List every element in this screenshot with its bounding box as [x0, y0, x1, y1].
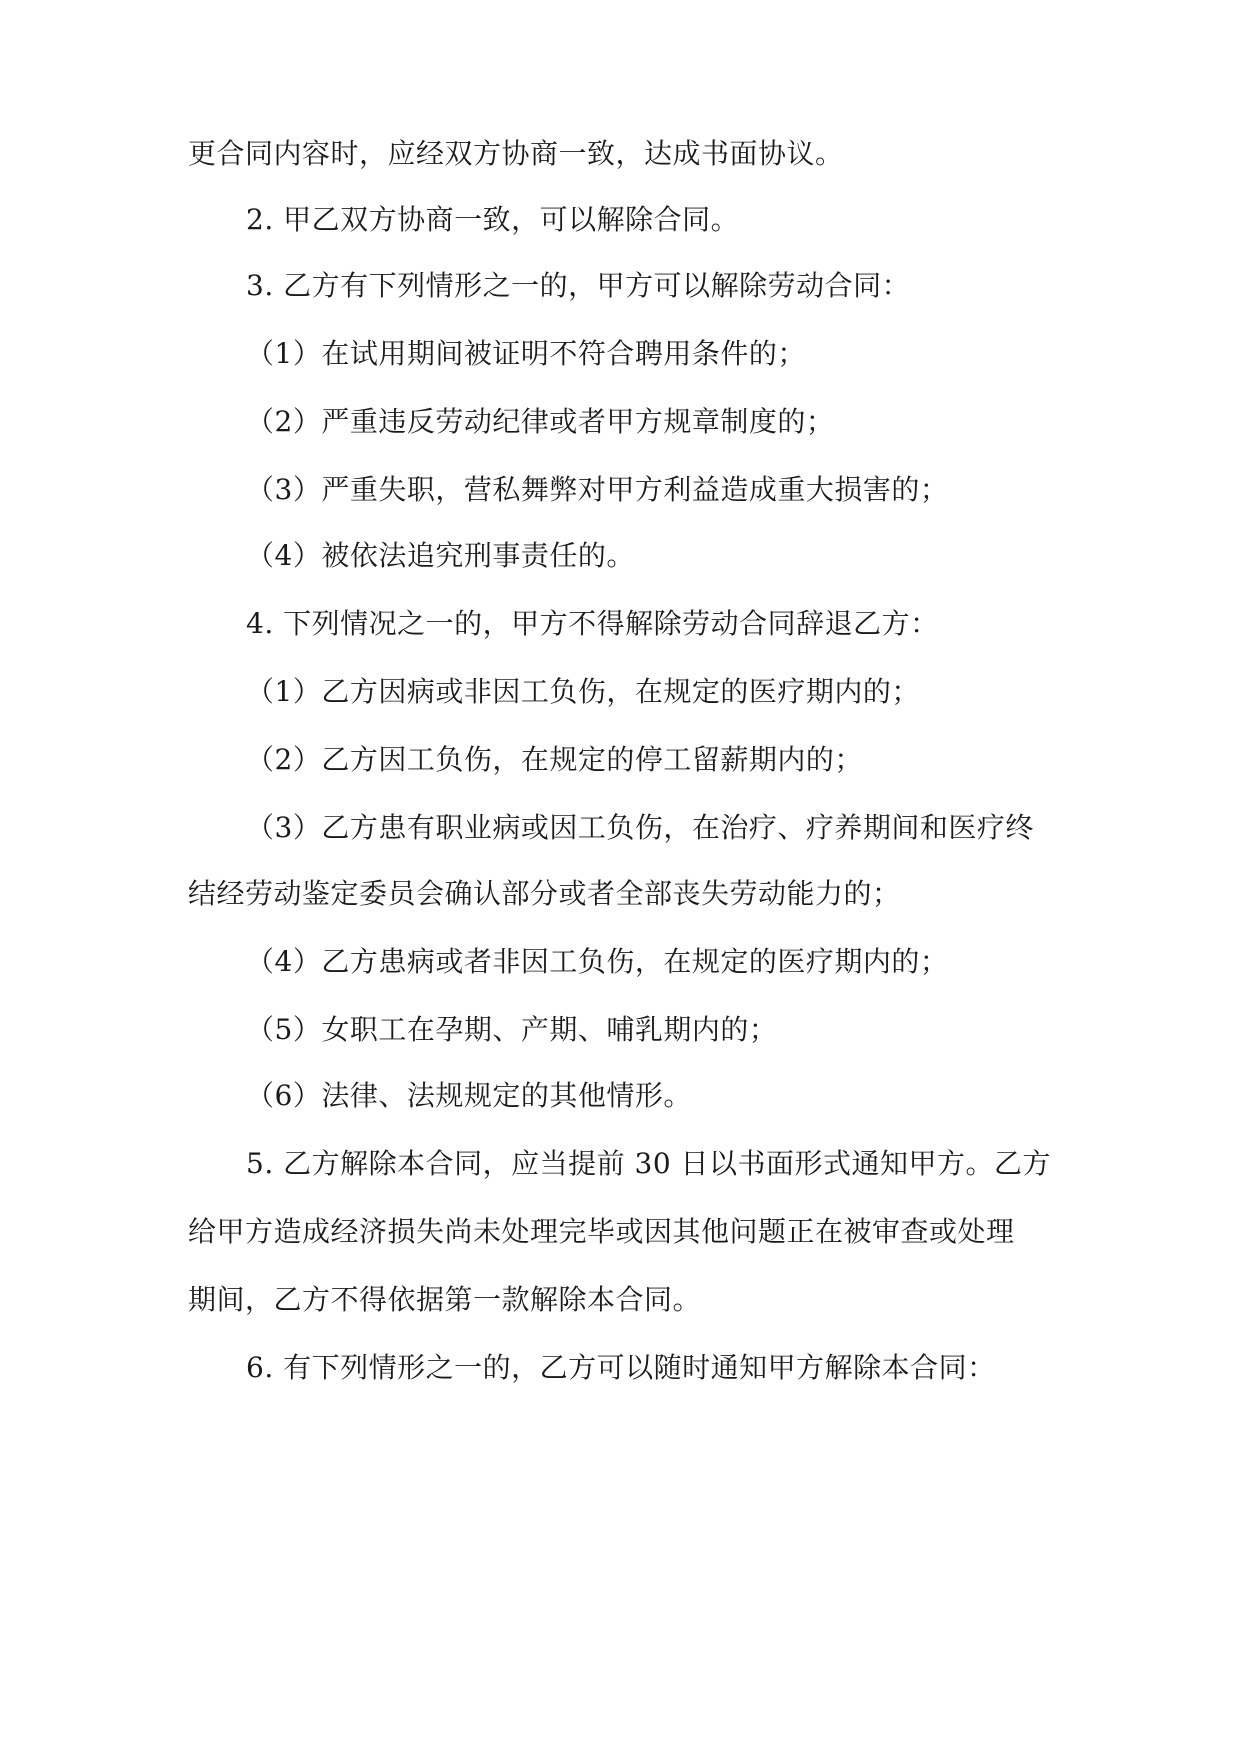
- text-line: 期间，乙方不得依据第一款解除本合同。: [188, 1283, 702, 1316]
- clause-5: 5. 乙方解除本合同，应当提前 30 日以书面形式通知甲方。乙方: [246, 1147, 1052, 1180]
- clause-3-item-3: （3）严重失职，营私舞弊对甲方利益造成重大损害的；: [246, 473, 949, 506]
- text-line: 更合同内容时，应经双方协商一致，达成书面协议。: [188, 137, 844, 170]
- clause-2: 2. 甲乙双方协商一致，可以解除合同。: [246, 203, 740, 236]
- clause-4-item-1: （1）乙方因病或非因工负伤，在规定的医疗期内的；: [246, 675, 920, 708]
- clause-4-item-5: （5）女职工在孕期、产期、哺乳期内的；: [246, 1013, 778, 1046]
- clause-3-item-4: （4）被依法追究刑事责任的。: [246, 539, 635, 572]
- text-line: 结经劳动鉴定委员会确认部分或者全部丧失劳动能力的；: [188, 877, 901, 910]
- text-line: 给甲方造成经济损失尚未处理完毕或因其他问题正在被审查或处理: [188, 1215, 1015, 1248]
- clause-6: 6. 有下列情形之一的，乙方可以随时通知甲方解除本合同：: [246, 1351, 996, 1384]
- clause-3: 3. 乙方有下列情形之一的，甲方可以解除劳动合同：: [246, 269, 911, 302]
- clause-4-item-6: （6）法律、法规规定的其他情形。: [246, 1079, 692, 1112]
- clause-3-item-1: （1）在试用期间被证明不符合聘用条件的；: [246, 337, 806, 370]
- clause-4-item-4: （4）乙方患病或者非因工负伤，在规定的医疗期内的；: [246, 945, 949, 978]
- clause-4-item-2: （2）乙方因工负伤，在规定的停工留薪期内的；: [246, 743, 863, 776]
- clause-4: 4. 下列情况之一的，甲方不得解除劳动合同辞退乙方：: [246, 607, 939, 640]
- clause-4-item-3: （3）乙方患有职业病或因工负伤，在治疗、疗养期间和医疗终: [246, 811, 1034, 844]
- clause-3-item-2: （2）严重违反劳动纪律或者甲方规章制度的；: [246, 405, 835, 438]
